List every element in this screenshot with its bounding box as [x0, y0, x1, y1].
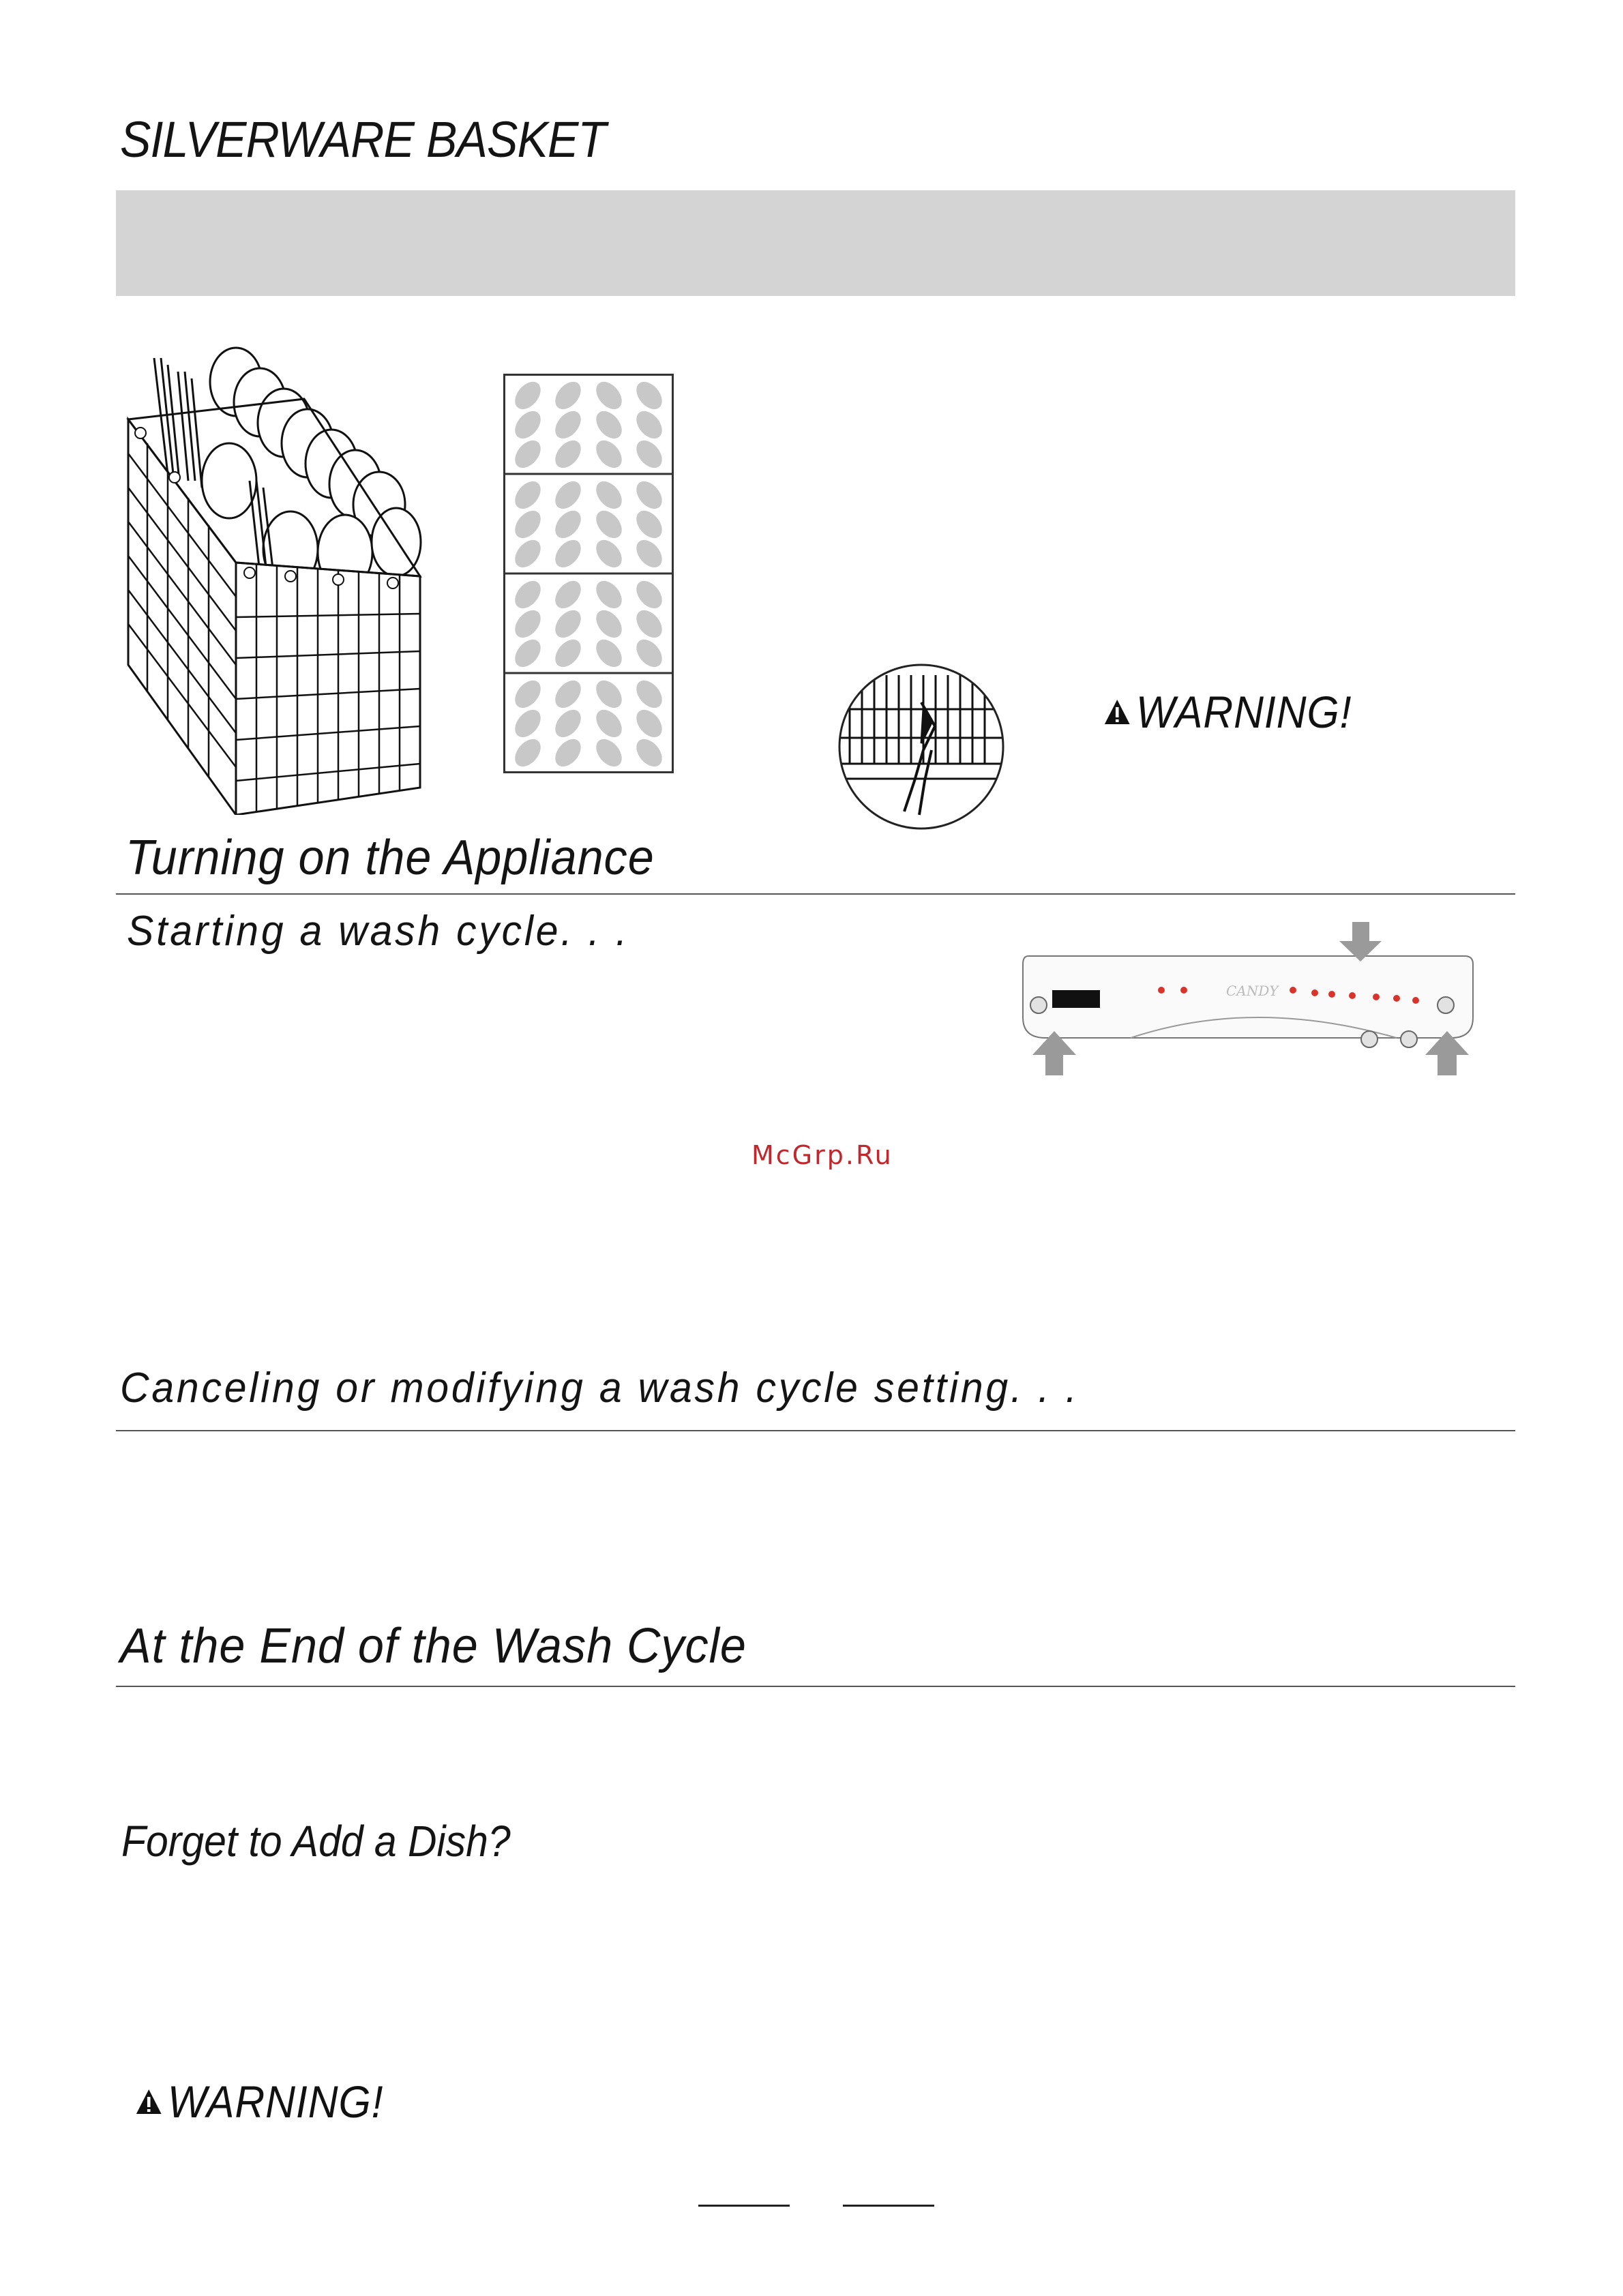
warning-upper [1103, 686, 1352, 738]
subheading-forget-dish: Forget to Add a Dish? [121, 1817, 511, 1866]
section-rule [116, 1686, 1515, 1687]
warning-triangle-icon [1103, 698, 1131, 726]
warning-lower-label: WARNING! [167, 2076, 384, 2127]
page-title: SILVERWARE BASKET [120, 111, 606, 168]
footer-line-right [843, 2205, 934, 2207]
watermark: McGrp.Ru [751, 1140, 893, 1170]
info-banner [116, 190, 1515, 296]
panel-brand-logo: CANDY [1226, 983, 1279, 999]
basket-detail-circle [836, 661, 1007, 832]
section-rule [116, 1430, 1515, 1431]
section-heading-turning-on: Turning on the Appliance [125, 831, 655, 885]
footer-line-left [698, 2205, 790, 2207]
subheading-starting-wash-cycle: Starting a wash cycle. . . [127, 908, 630, 955]
subheading-canceling: Canceling or modifying a wash cycle setting. . . [120, 1365, 1079, 1412]
warning-triangle-icon [135, 2088, 162, 2115]
warning-upper-label: WARNING! [1135, 687, 1352, 737]
section-rule [116, 893, 1515, 895]
basket-compartment-diagram [503, 374, 674, 773]
warning-lower [135, 2076, 383, 2128]
control-panel-illustration [1015, 922, 1478, 1079]
section-heading-end-of-cycle: At the End of the Wash Cycle [120, 1619, 747, 1673]
silverware-basket-illustration [120, 344, 441, 815]
